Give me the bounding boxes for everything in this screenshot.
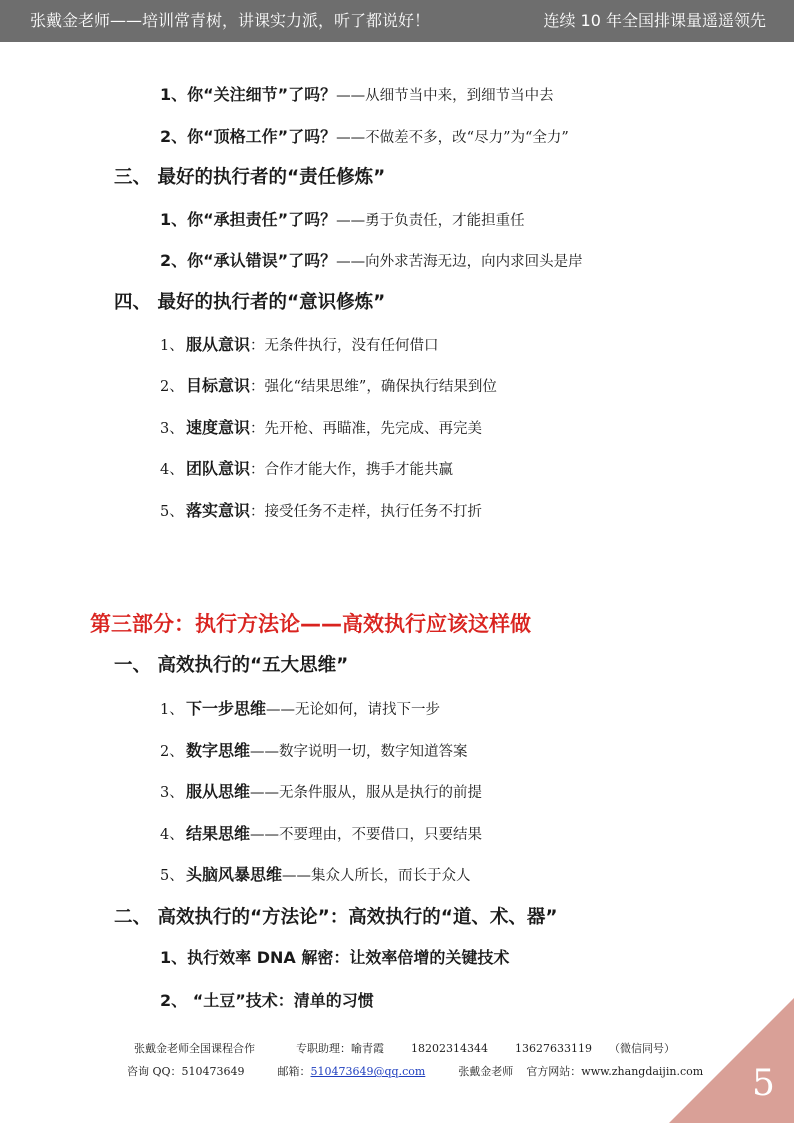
item-keyword: 结果思维 <box>186 824 251 843</box>
footer-email-link[interactable]: 510473649@qq.com <box>310 1065 426 1078</box>
list-item <box>160 332 439 355</box>
list-item <box>160 415 482 438</box>
item-text: ——不做差不多，改“尽力”为“全力” <box>336 130 569 146</box>
item-keyword: 服从思维 <box>186 782 251 801</box>
list-item <box>160 779 482 802</box>
item-keyword: 落实意识 <box>186 501 251 520</box>
item-number: 1、 <box>160 338 184 354</box>
footer-phone-1: 18202314344 <box>411 1042 488 1055</box>
item-number: 5、 <box>160 504 184 520</box>
list-item: 1、执行效率 DNA 解密：让效率倍增的关键技术 <box>160 948 510 967</box>
item-heading: 1、你“关注细节”了吗？ <box>160 85 337 104</box>
list-item <box>160 124 569 147</box>
item-number: 4、 <box>160 462 184 478</box>
item-text: ：强化“结果思维”，确保执行结果到位 <box>250 379 497 395</box>
part-title: 第三部分：执行方法论——高效执行应该这样做 <box>90 612 531 636</box>
item-text: ——无论如何，请找下一步 <box>266 702 441 718</box>
footer-contact-line-2 <box>127 1063 703 1079</box>
item-text: ：先开枪、再瞄准，先完成、再完美 <box>250 421 483 437</box>
footer-phone-2: 13627633119 <box>514 1042 592 1055</box>
item-number: 4、 <box>160 827 184 843</box>
page-corner-triangle <box>669 998 794 1123</box>
item-text: ——无条件服从，服从是执行的前提 <box>250 785 483 801</box>
item-heading: 2、你“承认错误”了吗？ <box>160 251 337 270</box>
section-heading-five-thinking: 一、 高效执行的“五大思维” <box>114 655 349 676</box>
item-keyword: 下一步思维 <box>186 699 267 718</box>
item-text: ——勇于负责任，才能担重任 <box>336 213 525 229</box>
item-keyword: 速度意识 <box>186 418 251 437</box>
section-heading-awareness: 四、 最好的执行者的“意识修炼” <box>114 292 386 313</box>
section-heading-responsibility: 三、 最好的执行者的“责任修炼” <box>114 167 386 188</box>
item-number: 3、 <box>160 421 184 437</box>
footer-qq: 咨询 QQ：510473649 <box>127 1065 245 1078</box>
item-text: ：无条件执行，没有任何借口 <box>250 338 439 354</box>
list-item <box>160 207 525 230</box>
footer-teacher: 张戴金老师 <box>458 1065 514 1078</box>
item-text: ：合作才能大作，携手才能共赢 <box>250 462 454 478</box>
list-item <box>160 82 554 105</box>
item-keyword: 团队意识 <box>186 459 251 478</box>
footer-contact-line <box>134 1040 675 1056</box>
item-text: ——向外求苦海无边，向内求回头是岸 <box>336 254 583 270</box>
item-heading: 1、你“承担责任”了吗？ <box>160 210 337 229</box>
item-keyword: 数字思维 <box>186 741 251 760</box>
footer-email-label: 邮箱： <box>277 1065 311 1078</box>
header-tagline: 连续 10 年全国排课量遥遥领先 <box>543 11 766 30</box>
list-item <box>160 696 440 719</box>
item-text: ——从细节当中来，到细节当中去 <box>336 88 554 104</box>
item-keyword: 目标意识 <box>186 376 251 395</box>
list-item <box>160 248 583 271</box>
item-text: ——数字说明一切，数字知道答案 <box>250 744 468 760</box>
item-heading: 2、你“顶格工作”了吗？ <box>160 127 337 146</box>
header-slogan: 张戴金老师——培训常青树，讲课实力派，听了都说好！ <box>30 11 431 30</box>
item-keyword: 头脑风暴思维 <box>186 865 283 884</box>
item-text: ：接受任务不走样，执行任务不打折 <box>250 504 483 520</box>
item-number: 1、 <box>160 702 184 718</box>
item-number: 5、 <box>160 868 184 884</box>
list-item <box>160 498 482 521</box>
item-text: ——集众人所长，而长于众人 <box>282 868 471 884</box>
section-heading-methodology: 二、 高效执行的“方法论”：高效执行的“道、术、器” <box>114 907 558 928</box>
list-item <box>160 821 482 844</box>
list-item <box>160 738 468 761</box>
page-number: 5 <box>752 1063 775 1104</box>
item-number: 2、 <box>160 744 184 760</box>
footer-website: 官方网站：www.zhangdaijin.com <box>526 1065 704 1078</box>
item-number: 3、 <box>160 785 184 801</box>
list-item <box>160 373 497 396</box>
list-item <box>160 862 471 885</box>
footer-wechat-note: （微信同号） <box>608 1042 675 1055</box>
item-text: ——不要理由，不要借口，只要结果 <box>250 827 483 843</box>
footer-cooperation: 张戴金老师全国课程合作 <box>134 1042 255 1055</box>
footer-assistant: 专职助理：喻青霞 <box>296 1042 384 1055</box>
list-item: 2、 “土豆”技术：清单的习惯 <box>160 991 374 1010</box>
page-header-bar <box>0 0 794 42</box>
list-item <box>160 456 453 479</box>
item-keyword: 服从意识 <box>186 335 251 354</box>
item-number: 2、 <box>160 379 184 395</box>
